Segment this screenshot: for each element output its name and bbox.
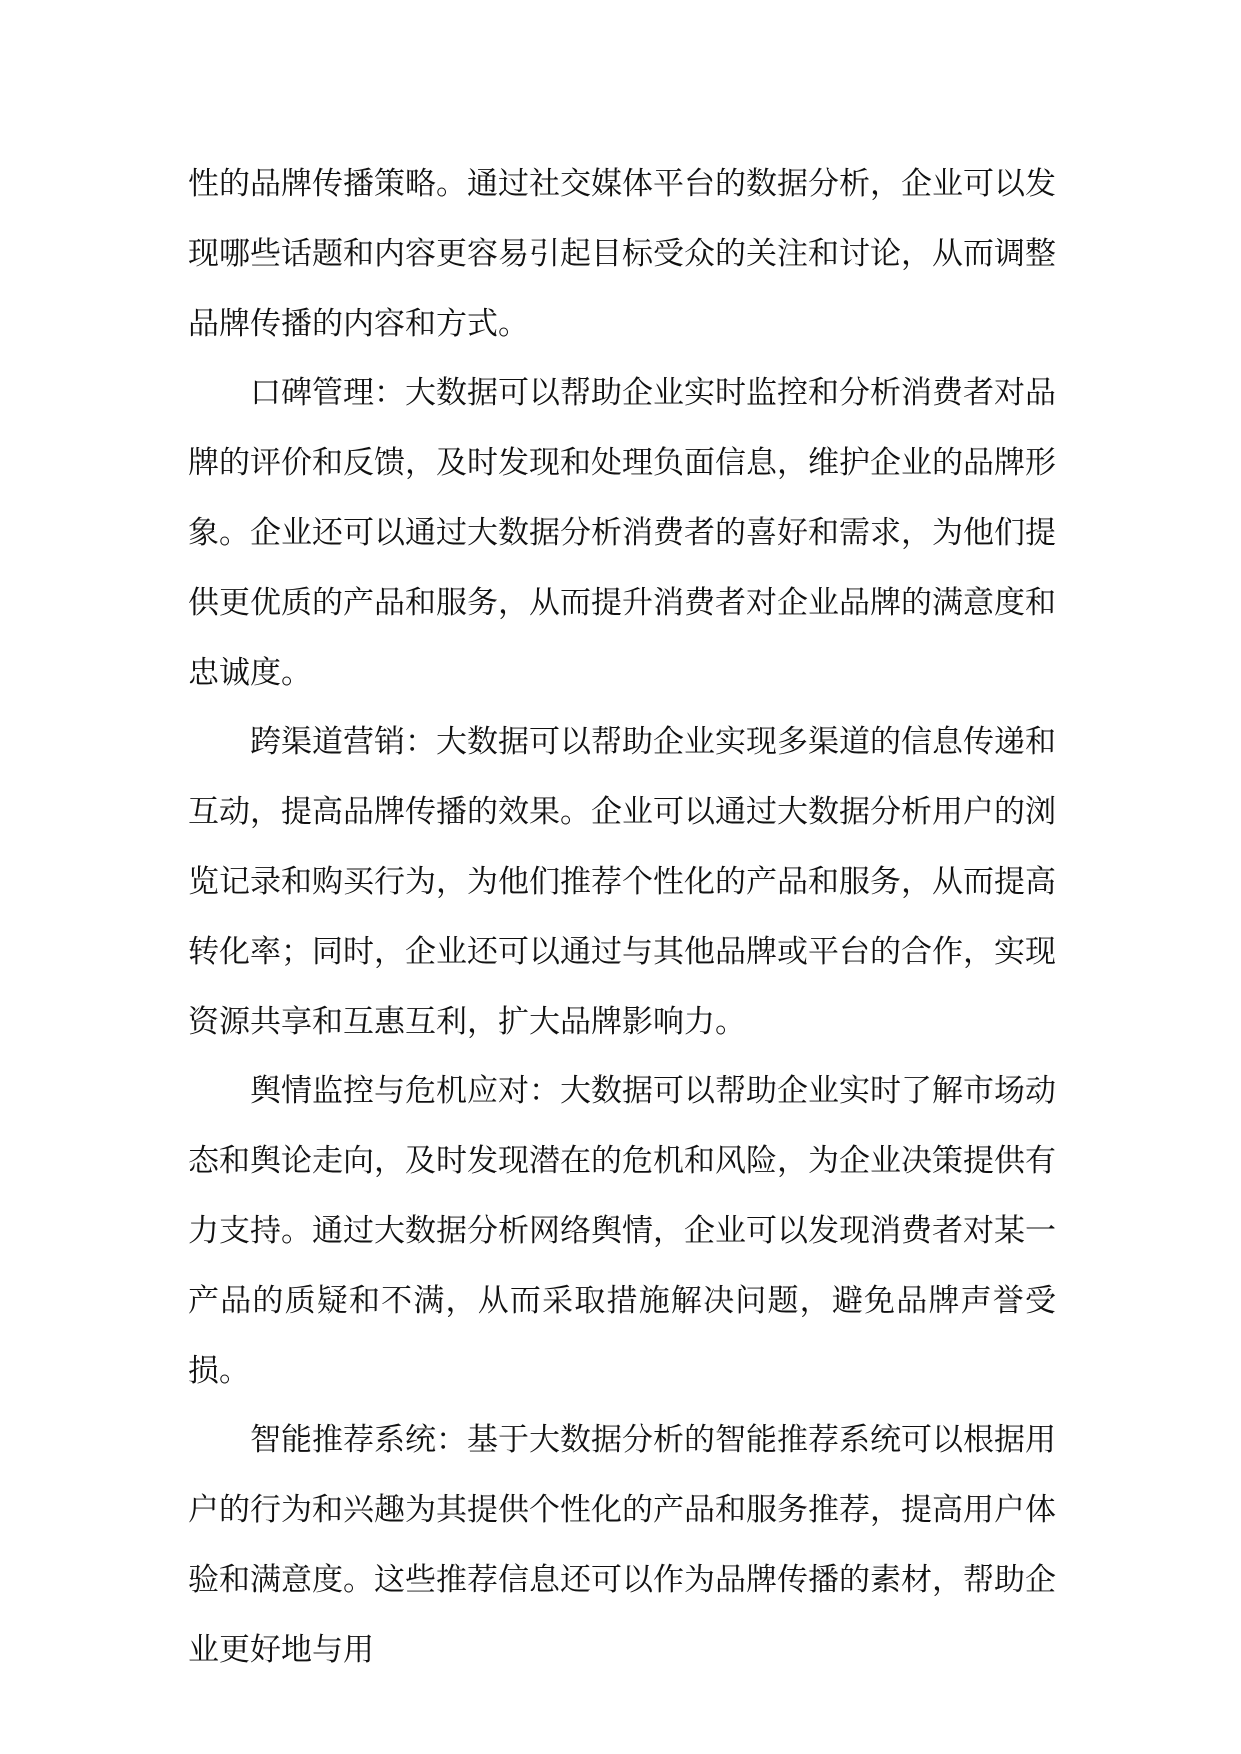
body-text xyxy=(188,150,1056,1686)
paragraph-reputation-management: 口碑管理：大数据可以帮助企业实时监控和分析消费者对品牌的评价和反馈，及时发现和处理负面信息，维护企业的品牌形象。企业还可以通过大数据分析消费者的喜好和需求，为他们提供更优质的产品和服务，从而提升消费者对企业品牌的满意度和忠诚度。 xyxy=(188,375,1056,691)
paragraph-smart-recommendation: 智能推荐系统：基于大数据分析的智能推荐系统可以根据用户的行为和兴趣为其提供个性化的产品和服务推荐，提高用户体验和满意度。这些推荐信息还可以作为品牌传播的素材，帮助企业更好地与用 xyxy=(188,1422,1056,1668)
paragraph-continued: 性的品牌传播策略。通过社交媒体平台的数据分析，企业可以发现哪些话题和内容更容易引起目标受众的关注和讨论，从而调整品牌传播的内容和方式。 xyxy=(188,166,1056,342)
paragraph-cross-channel-marketing: 跨渠道营销：大数据可以帮助企业实现多渠道的信息传递和互动，提高品牌传播的效果。企业可以通过大数据分析用户的浏览记录和购买行为，为他们推荐个性化的产品和服务，从而提高转化率；同时，企业还可以通过与其他品牌或平台的合作，实现资源共享和互惠互利，扩大品牌影响力。 xyxy=(188,724,1056,1040)
paragraph-public-opinion-monitoring: 舆情监控与危机应对：大数据可以帮助企业实时了解市场动态和舆论走向，及时发现潜在的危机和风险，为企业决策提供有力支持。通过大数据分析网络舆情，企业可以发现消费者对某一产品的质疑和不满，从而采取措施解决问题，避免品牌声誉受损。 xyxy=(188,1073,1056,1389)
